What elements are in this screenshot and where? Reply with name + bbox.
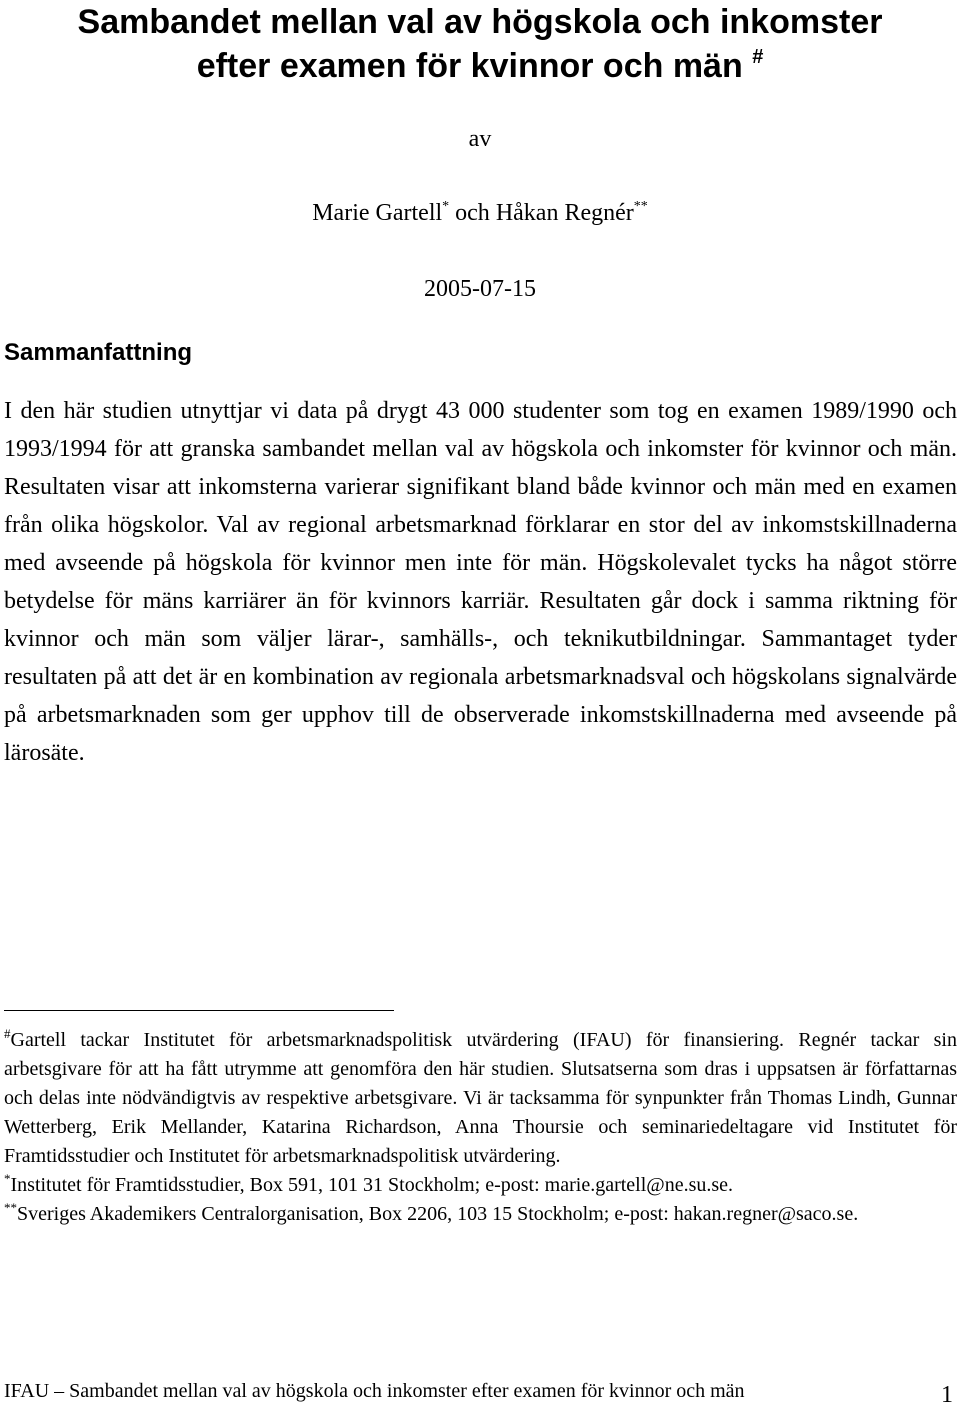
footnote-separator <box>4 1010 394 1011</box>
author-2: Håkan Regnér <box>495 200 634 226</box>
author-2-marker: ** <box>633 199 648 214</box>
byline-av: av <box>468 126 492 152</box>
title-line-2 <box>0 44 960 88</box>
title-line-2-text: efter examen för kvinnor och män <box>196 47 743 85</box>
footnote-text: Institutet för Framtidsstudier, Box 591, 101 31 Stockholm; e-post: marie.gartell@ne.su.se. <box>10 1174 734 1196</box>
paper-title <box>0 0 960 88</box>
author-1-marker: * <box>442 199 450 214</box>
abstract-text: I den här studien utnyttjar vi data på drygt 43 000 studenter som tog en examen 1989/1990 och 1993/1994 för att granska sambandet mellan val av högskola och inkomster för kvinnor och män. Resultaten visar att inkomsterna varierar signifikant bland både kvinnor och män med en examen från olika högskolor. Val av regional arbetsmarknad förklarar en stor del av inkomstskillnaderna med avseende på högskola för kvinnor men inte för män. Högskolevalet tycks ha något större betydelse för mäns karriärer än för kvinnors karriär. Resultaten går dock i samma riktning för kvinnor och män som väljer lärar-, samhälls-, och teknikutbildningar. Sammantaget tyder resultaten på att det är en kombination av regionala arbetsmarknadsval och högskolans signalvärde på arbetsmarknaden som ger upphov till de observerade inkomstskillnaderna med avseende på lärosäte. <box>4 398 957 766</box>
footnote-text: Gartell tackar Institutet för arbetsmarknadspolitisk utvärdering (IFAU) för finansiering. Regnér tackar sin arbetsgivare för att ha fått utrymme att genomföra den här studien. Slutsatserna som dras i uppsatsen är författarnas och delas inte nödvändigtvis av respektive arbetsgivare. Vi är tacksamma för synpunkter från Thomas Lindh, Gunnar Wetterberg, Erik Mellander, Katarina Richardson, Anna Thoursie och seminariedeltagare vid Institutet för Framtidsstudier och Institutet för arbetsmarknadspolitisk utvärdering. <box>4 1029 957 1167</box>
author-1: Marie Gartell <box>312 200 443 226</box>
abstract-heading: Sammanfattning <box>4 339 193 366</box>
page-number: 1 <box>941 1382 953 1408</box>
footnote-marker: ** <box>4 1200 17 1215</box>
author-connector: och <box>449 200 496 226</box>
footnote-text: Sveriges Akademikers Centralorganisation, Box 2206, 103 15 Stockholm; e-post: hakan.regner@saco.se. <box>17 1203 859 1225</box>
title-line-1: Sambandet mellan val av högskola och inkomster <box>77 3 883 41</box>
footnotes <box>4 1026 957 1229</box>
title-footnote-marker: # <box>752 46 764 68</box>
footer-text: IFAU – Sambandet mellan val av högskola och inkomster efter examen för kvinnor och män <box>4 1380 745 1402</box>
footnote-author-1 <box>4 1171 957 1200</box>
footnote-marker: # <box>4 1026 11 1041</box>
date: 2005-07-15 <box>424 276 536 302</box>
authors <box>0 198 960 228</box>
footnote-author-2 <box>4 1200 957 1229</box>
footnote-acknowledgement <box>4 1026 957 1171</box>
footnote-marker: * <box>4 1171 11 1186</box>
